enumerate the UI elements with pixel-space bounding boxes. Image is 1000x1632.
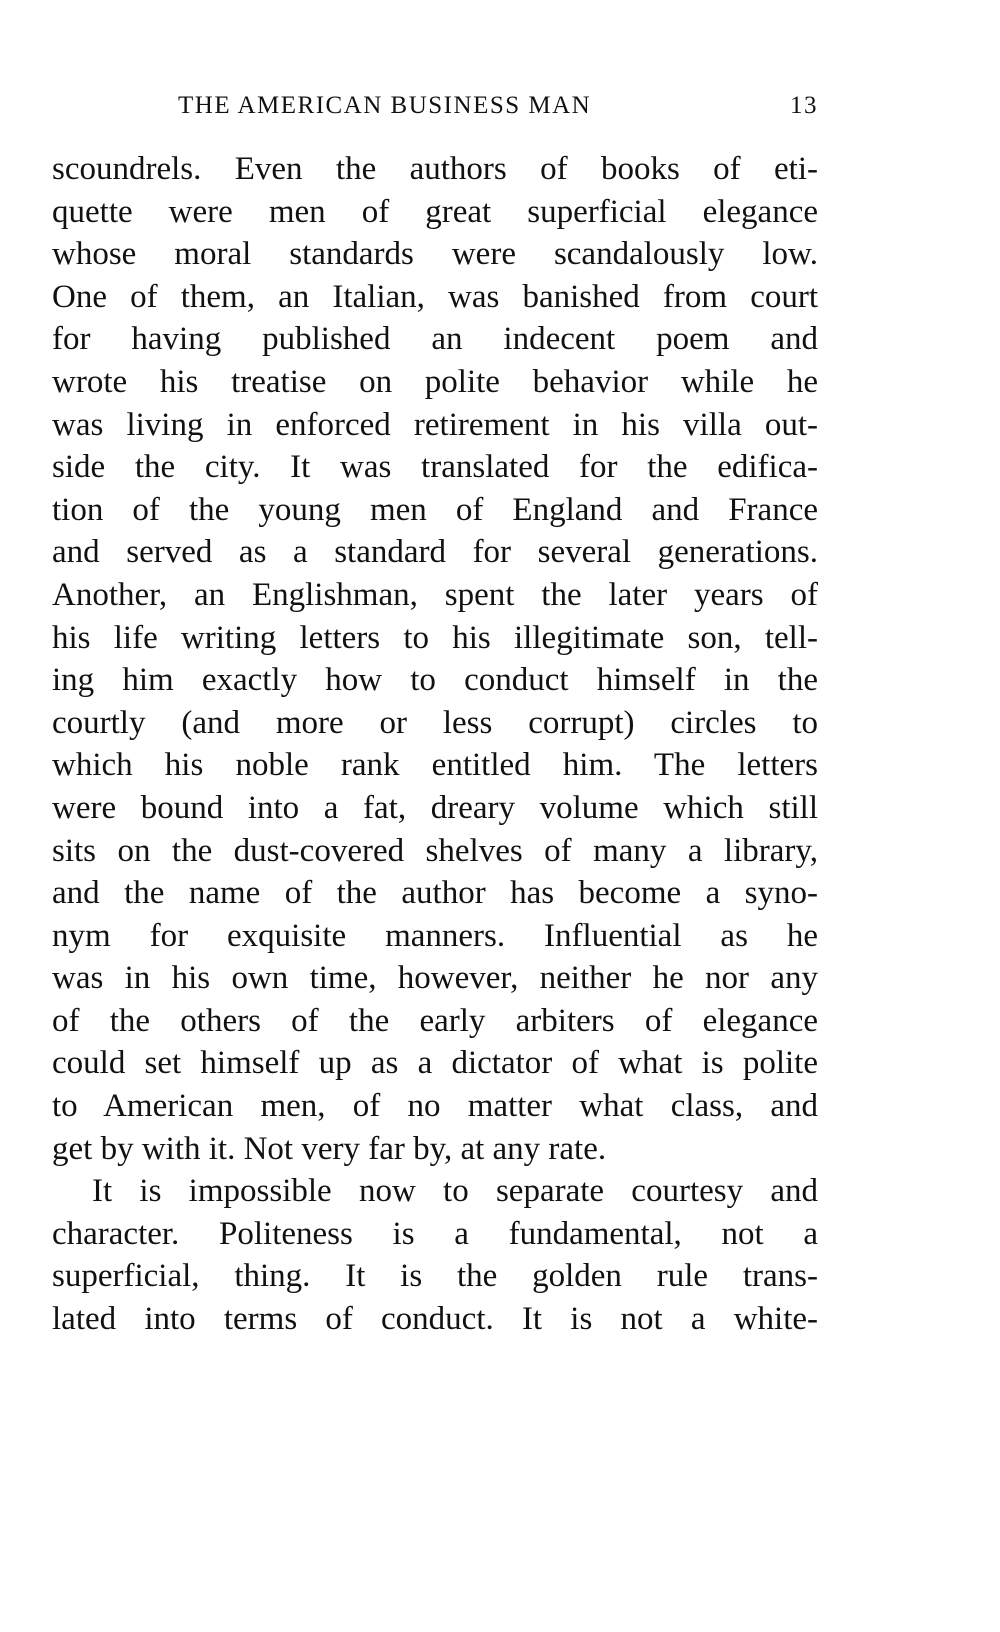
text-line: and served as a standard for several generations.: [52, 534, 818, 571]
text-line: were bound into a fat, dreary volume which still: [52, 789, 818, 826]
paragraph-last-line: get by with it. Not very far by, at any rate.: [52, 1130, 607, 1167]
text-line: tion of the young men of England and France: [52, 491, 818, 528]
text-line: nym for exquisite manners. Influential as he: [52, 917, 818, 954]
text-line: scoundrels. Even the authors of books of eti-: [52, 151, 818, 187]
text-line: to American men, of no matter what class, and: [52, 1088, 818, 1125]
running-title: THE AMERICAN BUSINESS MAN: [178, 92, 592, 119]
text-line: could set himself up as a dictator of what is polite: [52, 1045, 818, 1082]
text-line: character. Politeness is a fundamental, not a: [52, 1215, 818, 1252]
text-line: for having published an indecent poem and: [52, 321, 818, 358]
text-line: side the city. It was translated for the edifica-: [52, 449, 818, 486]
body-text: [52, 148, 818, 1341]
text-line: One of them, an Italian, was banished from court: [52, 278, 818, 315]
text-line: and the name of the author has become a syno-: [52, 875, 818, 912]
text-line: superficial, thing. It is the golden rule trans-: [52, 1258, 818, 1295]
text-line: sits on the dust-covered shelves of many a library,: [52, 832, 818, 869]
paragraph-first-line: It is impossible now to separate courtesy and: [92, 1173, 818, 1210]
text-line: wrote his treatise on polite behavior while he: [52, 363, 818, 400]
text-line: lated into terms of conduct. It is not a white-: [52, 1301, 818, 1338]
text-line: Another, an Englishman, spent the later years of: [52, 576, 818, 613]
page-number: 13: [790, 92, 818, 119]
text-line: was living in enforced retirement in his villa out-: [52, 406, 818, 443]
text-line: his life writing letters to his illegitimate son, tell-: [52, 619, 818, 656]
text-line: whose moral standards were scandalously low.: [52, 236, 818, 273]
text-line: was in his own time, however, neither he nor any: [52, 960, 818, 997]
running-head: [52, 92, 818, 132]
text-line: ing him exactly how to conduct himself in the: [52, 662, 818, 699]
text-line: which his noble rank entitled him. The letters: [52, 747, 818, 784]
text-line: of the others of the early arbiters of elegance: [52, 1002, 818, 1039]
text-line: quette were men of great superficial elegance: [52, 193, 818, 230]
text-line: courtly (and more or less corrupt) circles to: [52, 704, 818, 741]
